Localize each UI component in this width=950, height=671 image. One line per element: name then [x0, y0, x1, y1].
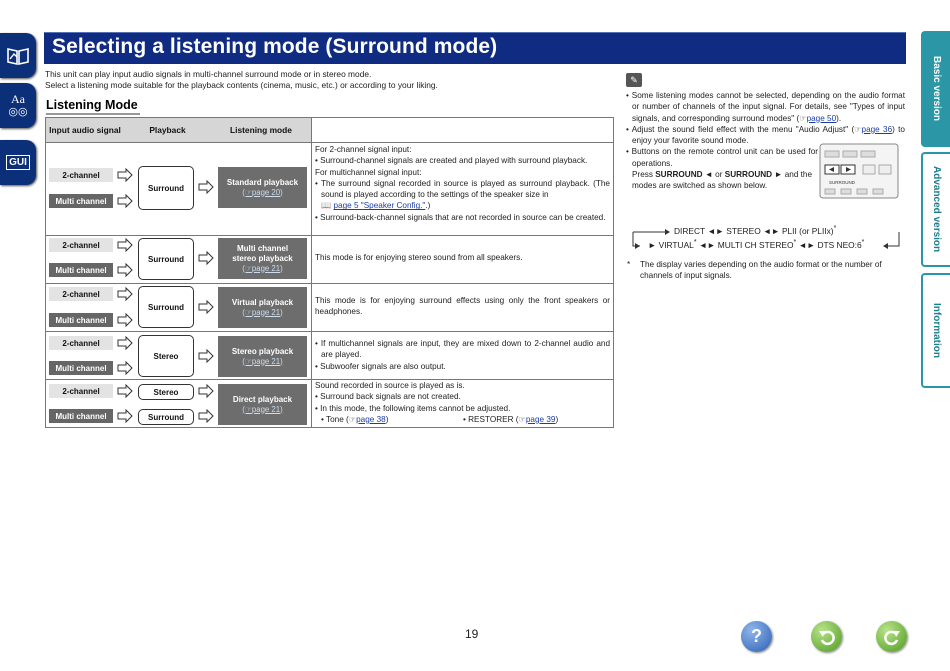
- redo-arrow-icon: [883, 628, 901, 646]
- desc-line: For multichannel signal input:: [315, 167, 422, 177]
- forward-button[interactable]: [876, 621, 907, 652]
- playback-box: Stereo: [138, 384, 194, 400]
- footnote: * The display varies depending on the audio format or the number of channels of input signals.: [627, 260, 882, 281]
- note-3: • Buttons on the remote control unit can be used for operations. Press SURROUND ◄ or SURROUND ► and the modes are switched as shown below. SURROUND: [626, 146, 905, 190]
- contents-book-icon[interactable]: [0, 33, 36, 78]
- mode-stereo-playback[interactable]: Stereo playback (☞page 21): [218, 336, 307, 377]
- input-label: 2-channel: [49, 168, 113, 182]
- restorer-page-link[interactable]: page 39: [525, 414, 556, 424]
- arrow-right-icon: [198, 384, 214, 398]
- arrow-right-icon: [117, 238, 133, 252]
- playback-box: Surround: [138, 286, 194, 328]
- page-link[interactable]: page 21: [251, 356, 281, 366]
- page-link[interactable]: page 20: [251, 187, 281, 197]
- mode-multi-channel-stereo[interactable]: Multi channel stereo playback (☞page 21): [218, 238, 307, 279]
- arrow-right-icon: [117, 263, 133, 277]
- cycle-top-row: DIRECT ◄► STEREO ◄► PLII (or PLIIx)*: [674, 225, 837, 236]
- playback-box: Surround: [138, 166, 194, 210]
- page-50-link[interactable]: page 50: [806, 113, 837, 123]
- tab-information[interactable]: Information: [921, 273, 950, 388]
- page-link[interactable]: page 21: [251, 263, 281, 273]
- desc-line: • The surround signal recorded in source is played as surround playback. (The sound is played according to the settings of the speaker size in: [315, 178, 610, 200]
- arrow-right-icon: [117, 287, 133, 301]
- arrow-right-icon: [117, 384, 133, 398]
- row-description: [315, 338, 610, 372]
- desc-line: Sound recorded in source is played as is.: [315, 381, 465, 390]
- manual-icon: 📖: [321, 201, 332, 211]
- undo-arrow-icon: [818, 628, 836, 646]
- arrow-right-icon: [117, 168, 133, 182]
- arrow-right-icon: [198, 349, 214, 363]
- tab-advanced-version[interactable]: Advanced version: [921, 152, 950, 267]
- playback-box: Surround: [138, 409, 194, 425]
- desc-line: • Surround back signals are not created.: [315, 392, 461, 402]
- gui-icon[interactable]: GUI: [0, 140, 36, 185]
- svg-text:SURROUND: SURROUND: [829, 180, 856, 186]
- page-title: Selecting a listening mode (Surround mode): [52, 35, 498, 58]
- tab-basic-version[interactable]: Basic version: [921, 31, 950, 147]
- section-heading: Listening Mode: [46, 98, 140, 115]
- mode-standard-playback[interactable]: Standard playback (☞page 20): [218, 167, 307, 208]
- input-label: 2-channel: [49, 384, 113, 398]
- cycle-bottom-row: ► VIRTUAL* ◄► MULTI CH STEREO* ◄► DTS NEO:6*: [648, 239, 865, 250]
- mode-label: Stereo playback: [231, 346, 294, 356]
- arrow-right-icon: [198, 300, 214, 314]
- arrow-right-icon: [198, 409, 214, 423]
- header-input: Input audio signal: [46, 118, 124, 142]
- page-number: 19: [465, 627, 479, 641]
- arrow-right-icon: [198, 180, 214, 194]
- mode-virtual-playback[interactable]: Virtual playback (☞page 21): [218, 287, 307, 328]
- playback-box: Surround: [138, 238, 194, 280]
- arrow-right-icon: [117, 336, 133, 350]
- note-1: • Some listening modes cannot be selected, depending on the audio format or number of channels of the input signal. For details, see "Types of input signals, and corresponding surround modes" (☞page 50).: [626, 91, 905, 123]
- input-label: 2-channel: [49, 336, 113, 350]
- notes-column: [626, 90, 905, 190]
- mode-label: Multi channel stereo playback: [232, 243, 293, 263]
- page-title-bar: [44, 32, 906, 64]
- header-playback: Playback: [124, 118, 211, 142]
- playback-box: Stereo: [138, 335, 194, 377]
- row-description: [315, 252, 610, 263]
- row-description: Sound recorded in source is played as is. • Surround back signals are not created. • In this mode, the following items cannot be adjusted. • Tone (☞page 38) • RESTORER (☞page 39): [315, 380, 610, 425]
- back-button[interactable]: [811, 621, 842, 652]
- input-label: Multi channel: [49, 361, 113, 375]
- input-label: Multi channel: [49, 313, 113, 327]
- listening-mode-table: [45, 117, 614, 428]
- input-label: Multi channel: [49, 409, 113, 423]
- remote-control-illustration: [819, 143, 899, 199]
- arrow-right-icon: [117, 194, 133, 208]
- arrow-right-icon: [198, 251, 214, 265]
- desc-line: This mode is for enjoying stereo sound from all speakers.: [315, 253, 523, 262]
- desc-line: • Subwoofer signals are also output.: [315, 361, 446, 371]
- row-description: For 2-channel signal input: • Surround-channel signals are created and played with surround playback. For multichannel signal input: • The surround signal recorded in source is played as surround playback. (The sound is played according to the settings of the speaker size in 📖 page 5 "Speaker Config.".) • Surround-back-channel signals that are not recorded in source can be created.: [315, 145, 610, 222]
- mode-cycle-diagram: [630, 221, 905, 255]
- arrow-right-icon: [117, 409, 133, 423]
- desc-line: • Surround-back-channel signals that are not recorded in source can be created.: [315, 212, 606, 222]
- input-label: 2-channel: [49, 238, 113, 252]
- mode-label: Direct playback: [232, 394, 293, 404]
- row-description: [315, 295, 610, 318]
- header-listening-mode: Listening mode: [211, 118, 311, 142]
- note-pencil-icon: ✎: [626, 73, 642, 87]
- page-link[interactable]: page 21: [251, 307, 281, 317]
- speaker-config-link[interactable]: page 5 "Speaker Config.": [333, 201, 426, 211]
- mode-label: Virtual playback: [231, 297, 294, 307]
- input-label: 2-channel: [49, 287, 113, 301]
- help-button[interactable]: [741, 621, 772, 652]
- desc-line: For 2-channel signal input:: [315, 145, 412, 154]
- intro-line-2: Select a listening mode suitable for the playback contents (cinema, music, etc.) or according to your liking.: [45, 80, 438, 90]
- intro-line-1: This unit can play input audio signals in multi-channel surround mode or in stereo mode.: [45, 69, 372, 79]
- tone-page-link[interactable]: page 38: [356, 414, 386, 424]
- arrow-right-icon: [117, 313, 133, 327]
- desc-line: • If multichannel signals are input, they are mixed down to 2-channel audio and are played.: [315, 339, 610, 360]
- desc-line: • Surround-channel signals are created and played with surround playback.: [315, 156, 588, 166]
- surround-left-key: SURROUND ◄: [655, 170, 713, 180]
- question-icon: ?: [751, 626, 762, 646]
- page-link[interactable]: page 21: [251, 404, 281, 414]
- mode-direct-playback[interactable]: Direct playback (☞page 21): [218, 384, 307, 425]
- note-2: • Adjust the sound field effect with the menu "Audio Adjust" (☞page 36) to enjoy your favorite sound mode.: [626, 124, 905, 146]
- index-aa-icon[interactable]: Aa ◎◎: [0, 83, 36, 128]
- page-36-link[interactable]: page 36: [861, 124, 893, 134]
- desc-line: • In this mode, the following items cannot be adjusted.: [315, 403, 511, 413]
- arrow-right-icon: [117, 361, 133, 375]
- input-label: Multi channel: [49, 194, 113, 208]
- input-label: Multi channel: [49, 263, 113, 277]
- surround-right-key: SURROUND ►: [724, 170, 783, 180]
- mode-label: Standard playback: [226, 177, 299, 187]
- desc-line: This mode is for enjoying surround effects using only the front speakers or headphones.: [315, 296, 610, 317]
